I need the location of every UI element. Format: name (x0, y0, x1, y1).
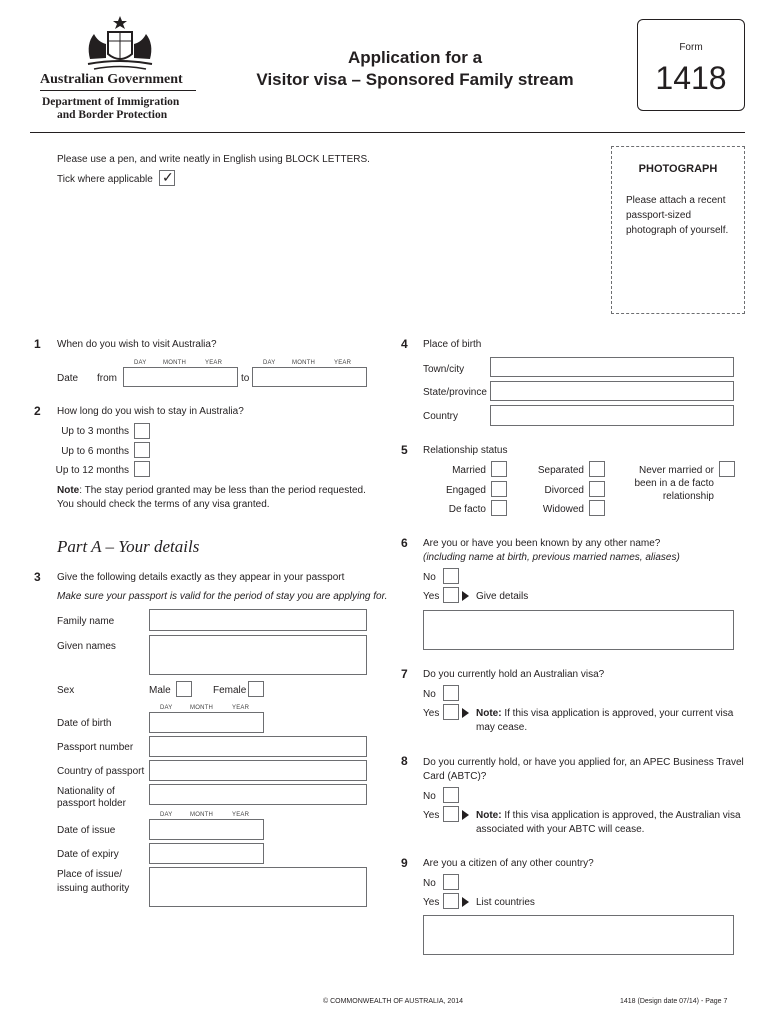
state-province-field[interactable] (490, 381, 734, 401)
question-7-number: 7 (401, 667, 408, 681)
header-divider (30, 132, 745, 133)
q7-arrow-icon (462, 708, 469, 718)
question-9-text: Are you a citizen of any other country? (423, 858, 594, 869)
question-6-subtext: (including name at birth, previous married names, aliases) (423, 552, 680, 563)
question-2-number: 2 (34, 404, 41, 418)
q8-note-bold: Note: (476, 810, 502, 821)
q9-no-checkbox[interactable] (443, 874, 459, 890)
page-info: 1418 (Design date 07/14) - Page 7 (620, 998, 728, 1005)
date-label: Date (57, 373, 79, 384)
department-line-1: Department of Immigration (42, 96, 180, 108)
separated-checkbox[interactable] (589, 461, 605, 477)
up-to-12-months-checkbox[interactable] (134, 461, 150, 477)
form-number: 1418 (655, 60, 727, 96)
q6-yes-label: Yes (423, 591, 440, 602)
engaged-checkbox[interactable] (491, 481, 507, 497)
q9-arrow-icon (462, 897, 469, 907)
question-1-number: 1 (34, 337, 41, 351)
question-5-number: 5 (401, 443, 408, 457)
dob-year-label: YEAR (232, 705, 250, 711)
country-of-birth-field[interactable] (490, 405, 734, 426)
question-8-number: 8 (401, 754, 408, 768)
q8-yes-checkbox[interactable] (443, 806, 459, 822)
from-year-label: YEAR (205, 360, 223, 366)
up-to-6-months-label: Up to 6 months (61, 446, 129, 457)
date-of-issue-label: Date of issue (57, 825, 116, 836)
place-of-issue-label-line-1: Place of issue/ (57, 869, 123, 880)
date-of-birth-label: Date of birth (57, 718, 112, 729)
question-4-number: 4 (401, 337, 408, 351)
male-label: Male (149, 685, 171, 696)
q8-note-line-2: associated with your ABTC will cease. (476, 824, 645, 835)
from-label: from (97, 373, 117, 384)
q8-arrow-icon (462, 810, 469, 820)
question-8-text-line-2: Card (ABTC)? (423, 771, 487, 782)
question-3-number: 3 (34, 570, 41, 584)
male-checkbox[interactable] (176, 681, 192, 697)
de-facto-label: De facto (448, 504, 486, 515)
from-month-label: MONTH (163, 360, 186, 366)
q2-note-line-1: : The stay period granted may be less than the period requested. (79, 485, 366, 496)
q9-no-label: No (423, 878, 436, 889)
to-day-label: DAY (263, 360, 276, 366)
question-7-text: Do you currently hold an Australian visa? (423, 669, 605, 680)
photograph-instruction-3: photograph of yourself. (626, 225, 729, 236)
q7-note-line-1: If this visa application is approved, your current visa (501, 708, 734, 719)
q7-yes-label: Yes (423, 708, 440, 719)
question-2-text: How long do you wish to stay in Australia? (57, 406, 244, 417)
town-city-label: Town/city (423, 364, 465, 375)
up-to-12-months-label: Up to 12 months (55, 465, 129, 476)
header-rule (40, 90, 196, 91)
q7-yes-checkbox[interactable] (443, 704, 459, 720)
copyright-text: © COMMONWEALTH OF AUSTRALIA, 2014 (323, 998, 463, 1005)
government-name: Australian Government (40, 72, 183, 87)
question-9-number: 9 (401, 856, 408, 870)
visit-to-date-field[interactable] (252, 367, 367, 387)
q8-no-label: No (423, 791, 436, 802)
state-province-label: State/province (423, 387, 487, 398)
widowed-label: Widowed (542, 504, 584, 515)
form-label: Form (679, 42, 703, 53)
form-title-line-2: Visitor visa – Sponsored Family stream (256, 70, 574, 89)
part-a-heading: Part A – Your details (57, 537, 200, 556)
country-label: Country (423, 411, 459, 422)
q7-no-checkbox[interactable] (443, 685, 459, 701)
from-day-label: DAY (134, 360, 147, 366)
q6-yes-checkbox[interactable] (443, 587, 459, 603)
date-of-issue-field[interactable] (149, 819, 264, 840)
never-married-checkbox[interactable] (719, 461, 735, 477)
question-5-text: Relationship status (423, 445, 508, 456)
q6-arrow-icon (462, 591, 469, 601)
tick-where-applicable-label: Tick where applicable (57, 174, 153, 185)
nationality-label-line-1: Nationality of (57, 786, 115, 797)
family-name-label: Family name (57, 616, 115, 627)
date-of-expiry-label: Date of expiry (57, 849, 119, 860)
issue-year-label: YEAR (232, 812, 250, 818)
divorced-checkbox[interactable] (589, 481, 605, 497)
country-of-passport-label: Country of passport (57, 766, 145, 777)
q6-no-checkbox[interactable] (443, 568, 459, 584)
form-title-line-1: Application for a (347, 48, 483, 67)
question-4-text: Place of birth (423, 339, 482, 350)
question-6-number: 6 (401, 536, 408, 550)
q6-no-label: No (423, 572, 436, 583)
given-names-label: Given names (57, 641, 116, 652)
female-label: Female (213, 685, 247, 696)
family-name-field[interactable] (149, 609, 367, 631)
married-label: Married (452, 465, 486, 476)
photograph-instruction-2: passport-sized (626, 210, 692, 221)
to-label: to (241, 373, 250, 384)
visit-from-date-field[interactable] (123, 367, 238, 387)
never-married-label-line-2: been in a de facto (634, 478, 714, 489)
q8-yes-label: Yes (423, 810, 440, 821)
country-of-passport-field[interactable] (149, 760, 367, 781)
dob-month-label: MONTH (190, 705, 213, 711)
nationality-field[interactable] (149, 784, 367, 805)
q2-note (57, 485, 366, 497)
q7-note (476, 708, 733, 720)
tick-mark: ✓ (162, 169, 174, 185)
department-line-2: and Border Protection (57, 109, 168, 121)
q7-note-line-2: may cease. (476, 722, 528, 733)
nationality-label-line-2: passport holder (57, 798, 126, 809)
to-year-label: YEAR (334, 360, 352, 366)
sex-label: Sex (57, 685, 75, 696)
up-to-3-months-checkbox[interactable] (134, 423, 150, 439)
up-to-3-months-label: Up to 3 months (61, 426, 129, 437)
q2-note-bold: Note (57, 485, 80, 496)
place-of-issue-label-line-2: issuing authority (57, 883, 130, 894)
place-of-issue-field[interactable] (149, 867, 367, 907)
q2-note-line-2: You should check the terms of any visa granted. (57, 499, 270, 510)
q8-note (476, 810, 741, 822)
divorced-label: Divorced (544, 485, 584, 496)
question-8-text-line-1: Do you currently hold, or have you applied for, an APEC Business Travel (423, 757, 744, 768)
passport-number-label: Passport number (57, 742, 134, 753)
q6-details-field[interactable] (423, 610, 734, 650)
to-month-label: MONTH (292, 360, 315, 366)
date-of-expiry-field[interactable] (149, 843, 264, 864)
q9-countries-field[interactable] (423, 915, 734, 955)
question-6-text: Are you or have you been known by any other name? (423, 538, 661, 549)
form-number-box (637, 19, 745, 111)
de-facto-checkbox[interactable] (491, 500, 507, 516)
q8-no-checkbox[interactable] (443, 787, 459, 803)
tick-example-checkbox (159, 170, 175, 186)
separated-label: Separated (537, 465, 584, 476)
date-of-birth-field[interactable] (149, 712, 264, 733)
q9-yes-checkbox[interactable] (443, 893, 459, 909)
never-married-label-line-1: Never married or (638, 465, 714, 476)
q9-yes-label: Yes (423, 897, 440, 908)
issue-day-label: DAY (160, 812, 173, 818)
passport-number-field[interactable] (149, 736, 367, 757)
engaged-label: Engaged (445, 485, 486, 496)
dob-day-label: DAY (160, 705, 173, 711)
issue-month-label: MONTH (190, 812, 213, 818)
q8-note-line-1: If this visa application is approved, the Australian visa (501, 810, 741, 821)
question-3-subtext: Make sure your passport is valid for the period of stay you are applying for. (57, 591, 388, 602)
given-names-field[interactable] (149, 635, 367, 675)
never-married-label-line-3: relationship (662, 491, 714, 502)
question-1-text: When do you wish to visit Australia? (57, 339, 217, 350)
coat-of-arms-logo (80, 14, 160, 74)
question-3-text: Give the following details exactly as they appear in your passport (57, 572, 345, 583)
photograph-heading: PHOTOGRAPH (638, 163, 718, 175)
widowed-checkbox[interactable] (589, 500, 605, 516)
married-checkbox[interactable] (491, 461, 507, 477)
q9-list-countries-label: List countries (476, 897, 535, 908)
q7-note-bold: Note: (476, 708, 502, 719)
photograph-instruction-1: Please attach a recent (626, 195, 726, 206)
instructions-text: Please use a pen, and write neatly in English using BLOCK LETTERS. (57, 154, 370, 165)
town-city-field[interactable] (490, 357, 734, 377)
q6-give-details-label: Give details (476, 591, 529, 602)
q7-no-label: No (423, 689, 436, 700)
up-to-6-months-checkbox[interactable] (134, 442, 150, 458)
photograph-area[interactable] (611, 146, 745, 314)
female-checkbox[interactable] (248, 681, 264, 697)
